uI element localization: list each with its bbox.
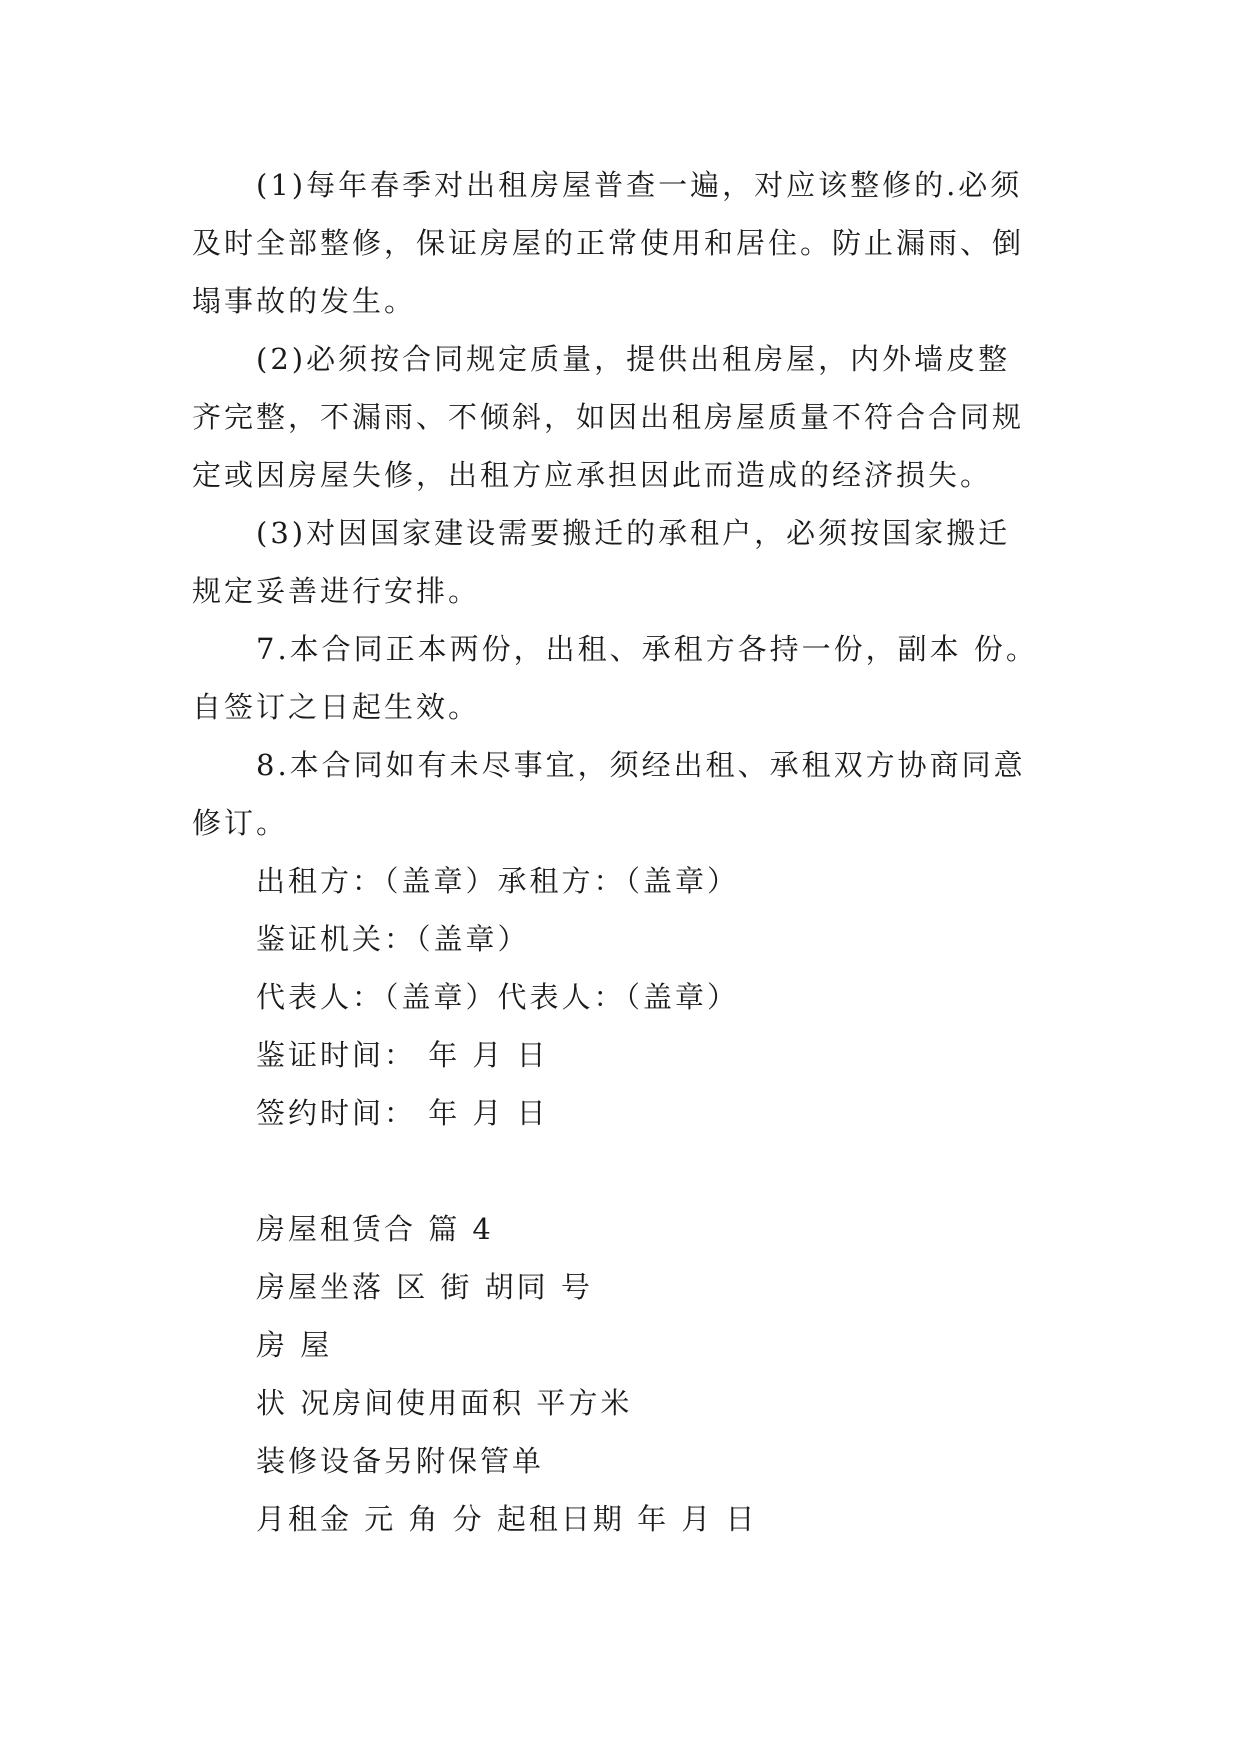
text-line-2: 及时全部整修，保证房屋的正常使用和居住。防止漏雨、倒 — [192, 226, 1025, 260]
text-line-11: 8.本合同如有未尽事宜，须经出租、承租双方协商同意 — [256, 748, 1026, 782]
text-line-1: (1)每年春季对出租房屋普查一遍，对应该整修的.必须 — [256, 168, 1023, 202]
text-line-4: (2)必须按合同规定质量，提供出租房屋，内外墙皮整 — [256, 342, 1011, 376]
verification-date-line: 鉴证时间： 年 月 日 — [256, 1038, 549, 1072]
signing-date-line: 签约时间： 年 月 日 — [256, 1096, 549, 1130]
text-line-10: 自签订之日起生效。 — [192, 690, 481, 724]
property-location-line: 房屋坐落 区 街 胡同 号 — [256, 1270, 593, 1304]
text-line-3: 塌事故的发生。 — [192, 284, 417, 318]
property-condition-line: 状 况房间使用面积 平方米 — [256, 1386, 633, 1420]
fixtures-line: 装修设备另附保管单 — [256, 1444, 545, 1478]
property-label-line: 房 屋 — [256, 1328, 333, 1362]
text-line-5: 齐完整，不漏雨、不倾斜，如因出租房屋质量不符合合同规 — [192, 400, 1025, 434]
signature-parties-line: 出租方：（盖章）承租方：（盖章） — [256, 864, 740, 898]
text-line-8: 规定妥善进行安排。 — [192, 574, 481, 608]
verification-authority-line: 鉴证机关：（盖章） — [256, 922, 530, 956]
text-line-9: 7.本合同正本两份，出租、承租方各持一份，副本 份。 — [256, 632, 1038, 666]
rent-line: 月租金 元 角 分 起租日期 年 月 日 — [256, 1502, 758, 1536]
text-line-6: 定或因房屋失修，出租方应承担因此而造成的经济损失。 — [192, 458, 993, 492]
representatives-line: 代表人：（盖章）代表人：（盖章） — [256, 980, 740, 1014]
section-heading: 房屋租赁合 篇 4 — [256, 1212, 494, 1246]
text-line-12: 修订。 — [192, 806, 289, 840]
text-line-7: (3)对因国家建设需要搬迁的承租户，必须按国家搬迁 — [256, 516, 1011, 550]
